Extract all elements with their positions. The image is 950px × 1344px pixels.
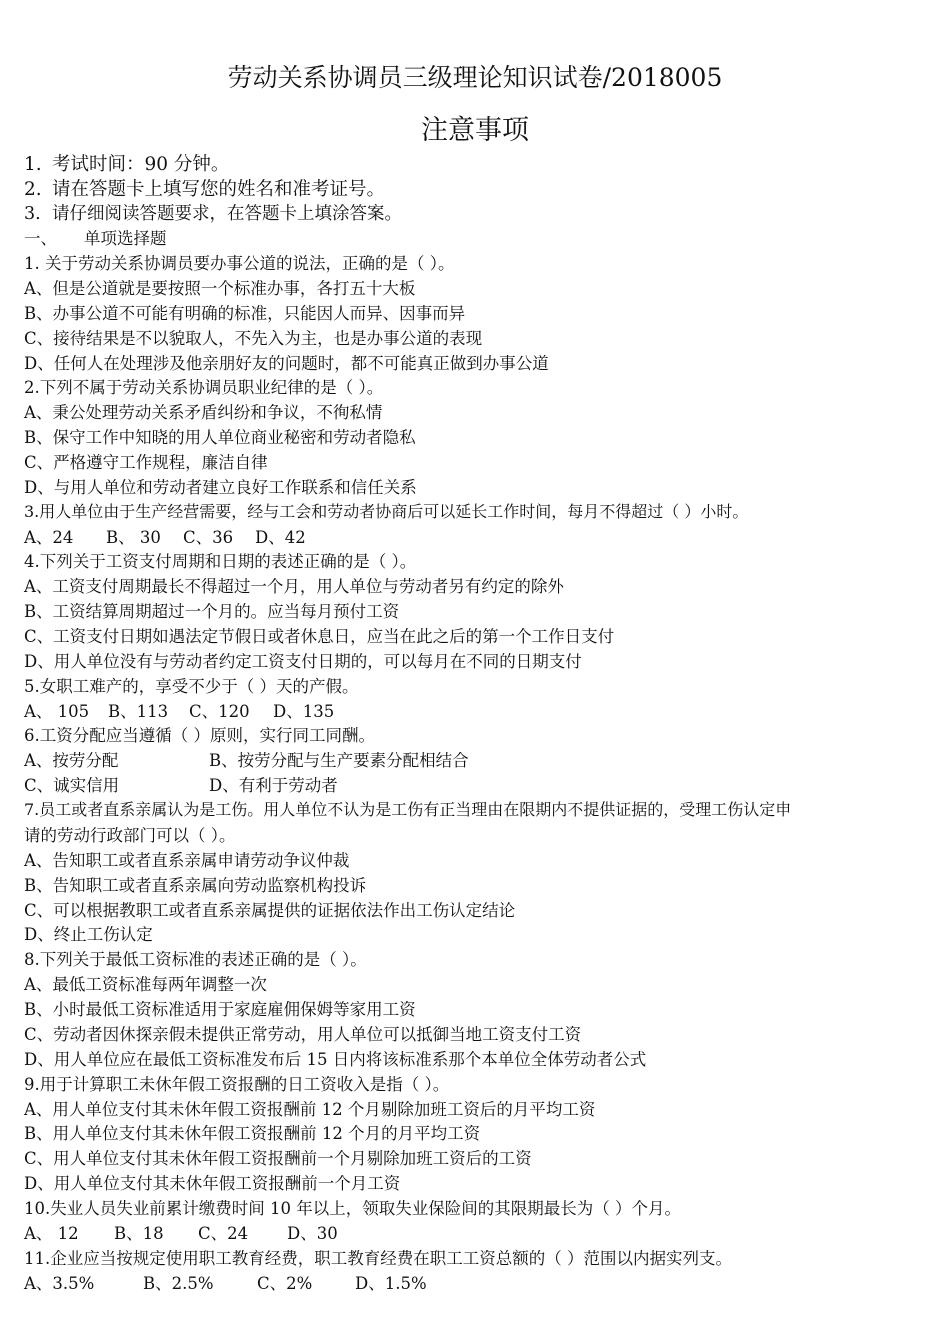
question-option: A、但是公道就是要按照一个标准办事，各打五十大板	[24, 279, 416, 298]
question-stem: 11.企业应当按规定使用职工教育经费，职工教育经费在职工工资总额的（ ）范围以内据实列支。	[24, 1249, 732, 1268]
question-option: D、用人单位没有与劳动者约定工资支付日期的，可以每月在不同的日期支付	[24, 652, 582, 671]
question-option: D、终止工伤认定	[24, 925, 153, 944]
question-stem: 7.员工或者直系亲属认为是工伤。用人单位不认为是工伤有正当理由在限期内不提供证据的，受理工伤认定申	[24, 800, 792, 819]
section-title: 单项选择题	[84, 229, 167, 248]
note-number: 1.	[24, 154, 42, 175]
question-option: D、有利于劳动者	[209, 776, 338, 795]
question-option: C、接待结果是不以貌取人，不先入为主，也是办事公道的表现	[24, 329, 483, 348]
section-number: 一、	[24, 229, 57, 248]
note-text: 考试时间：90 分钟。	[52, 154, 230, 175]
section-heading	[24, 225, 167, 249]
question-option: A、工资支付周期最长不得超过一个月，用人单位与劳动者另有约定的除外	[24, 577, 564, 596]
question-option: C、诚实信用	[24, 776, 120, 795]
question-stem: 6.工资分配应当遵循（ ）原则，实行同工同酬。	[24, 726, 375, 745]
question-option: B、小时最低工资标准适用于家庭雇佣保姆等家用工资	[24, 1000, 416, 1019]
notice-heading: 注意事项	[421, 115, 529, 146]
question-option: A、告知职工或者直系亲属申请劳动争议仲裁	[24, 851, 350, 870]
question-inline-options	[24, 524, 306, 548]
question-option: C、2%	[257, 1274, 313, 1293]
note-number: 3.	[24, 204, 41, 224]
question-option: B、告知职工或者直系亲属向劳动监察机构投诉	[24, 876, 367, 895]
question-inline-options	[24, 698, 334, 722]
question-option: B、保守工作中知晓的用人单位商业秘密和劳动者隐私	[24, 428, 416, 447]
question-stem-continued: 请的劳动行政部门可以（ ）。	[24, 826, 236, 845]
question-option: A、3.5%	[24, 1274, 95, 1293]
question-option: D、用人单位应在最低工资标准发布后 15 日内将该标准系那个本单位全体劳动者公式	[24, 1050, 647, 1069]
question-option: B、工资结算周期超过一个月的。应当每月预付工资	[24, 602, 400, 621]
question-stem: 5.女职工难产的，享受不少于（ ）天的产假。	[24, 677, 359, 696]
question-option: D、1.5%	[355, 1274, 427, 1293]
question-option: C、劳动者因休探亲假未提供正常劳动，用人单位可以抵御当地工资支付工资	[24, 1025, 582, 1044]
question-option-row	[24, 772, 338, 796]
question-option: A、秉公处理劳动关系矛盾纠纷和争议，不徇私情	[24, 403, 383, 422]
question-option: B、按劳分配与生产要素分配相结合	[209, 751, 469, 770]
question-option: A、用人单位支付其未休年假工资报酬前 12 个月剔除加班工资后的月平均工资	[24, 1100, 596, 1119]
question-option: B、18	[114, 1224, 164, 1243]
question-option: A、 12	[24, 1224, 79, 1243]
question-option: D、30	[287, 1224, 338, 1243]
question-inline-options	[24, 1220, 338, 1244]
question-option: C、36	[183, 528, 234, 547]
question-option: C、工资支付日期如遇法定节假日或者休息日，应当在此之后的第一个工作日支付	[24, 627, 615, 646]
note-item	[24, 150, 229, 176]
question-option: C、24	[198, 1224, 249, 1243]
question-option: D、用人单位支付其未休年假工资报酬前一个月工资	[24, 1174, 401, 1193]
question-option: C、用人单位支付其未休年假工资报酬前一个月剔除加班工资后的工资	[24, 1149, 532, 1168]
question-option: B、113	[108, 702, 169, 721]
question-inline-options	[24, 1270, 427, 1294]
question-option: B、 30	[106, 528, 161, 547]
question-stem: 10.失业人员失业前累计缴费时间 10 年以上，领取失业保险间的其限期最长为（ ）个月。	[24, 1199, 681, 1218]
question-option: C、120	[189, 702, 250, 721]
note-text: 请在答题卡上填写您的姓名和准考证号。	[52, 179, 386, 200]
question-stem: 4.下列关于工资支付周期和日期的表述正确的是（ ）。	[24, 552, 417, 571]
note-item	[24, 175, 385, 201]
question-option: B、2.5%	[143, 1274, 214, 1293]
question-stem: 2.下列不属于劳动关系协调员职业纪律的是（ ）。	[24, 378, 384, 397]
question-option: D、135	[273, 702, 335, 721]
page-title: 劳动关系协调员三级理论知识试卷/2018005	[227, 63, 723, 92]
question-option: B、办事公道不可能有明确的标准，只能因人而异、因事而异	[24, 304, 466, 323]
question-option: A、24	[24, 528, 74, 547]
question-option: A、最低工资标准每两年调整一次	[24, 975, 267, 994]
question-option: C、可以根据教职工或者直系亲属提供的证据依法作出工伤认定结论	[24, 901, 516, 920]
question-option: D、任何人在处理涉及他亲朋好友的问题时，都不可能真正做到办事公道	[24, 354, 549, 373]
question-option: C、严格遵守工作规程，廉洁自律	[24, 453, 268, 472]
question-option: A、 105	[24, 702, 90, 721]
question-stem: 3.用人单位由于生产经营需要，经与工会和劳动者协商后可以延长工作时间，每月不得超过（ ）小时。	[24, 502, 749, 521]
note-text: 请仔细阅读答题要求，在答题卡上填涂答案。	[52, 204, 402, 224]
question-option-row	[24, 747, 469, 771]
question-stem: 8.下列关于最低工资标准的表述正确的是（ ）。	[24, 950, 367, 969]
question-option: D、与用人单位和劳动者建立良好工作联系和信任关系	[24, 478, 417, 497]
question-option: A、按劳分配	[24, 751, 119, 770]
note-item	[24, 200, 402, 225]
note-number: 2.	[24, 179, 42, 200]
question-option: D、42	[255, 528, 306, 547]
question-stem: 9.用于计算职工未休年假工资报酬的日工资收入是指（ ）。	[24, 1075, 450, 1094]
question-stem: 1. 关于劳动关系协调员要办事公道的说法，正确的是（ ）。	[24, 254, 455, 273]
question-option: B、用人单位支付其未休年假工资报酬前 12 个月的月平均工资	[24, 1124, 481, 1143]
